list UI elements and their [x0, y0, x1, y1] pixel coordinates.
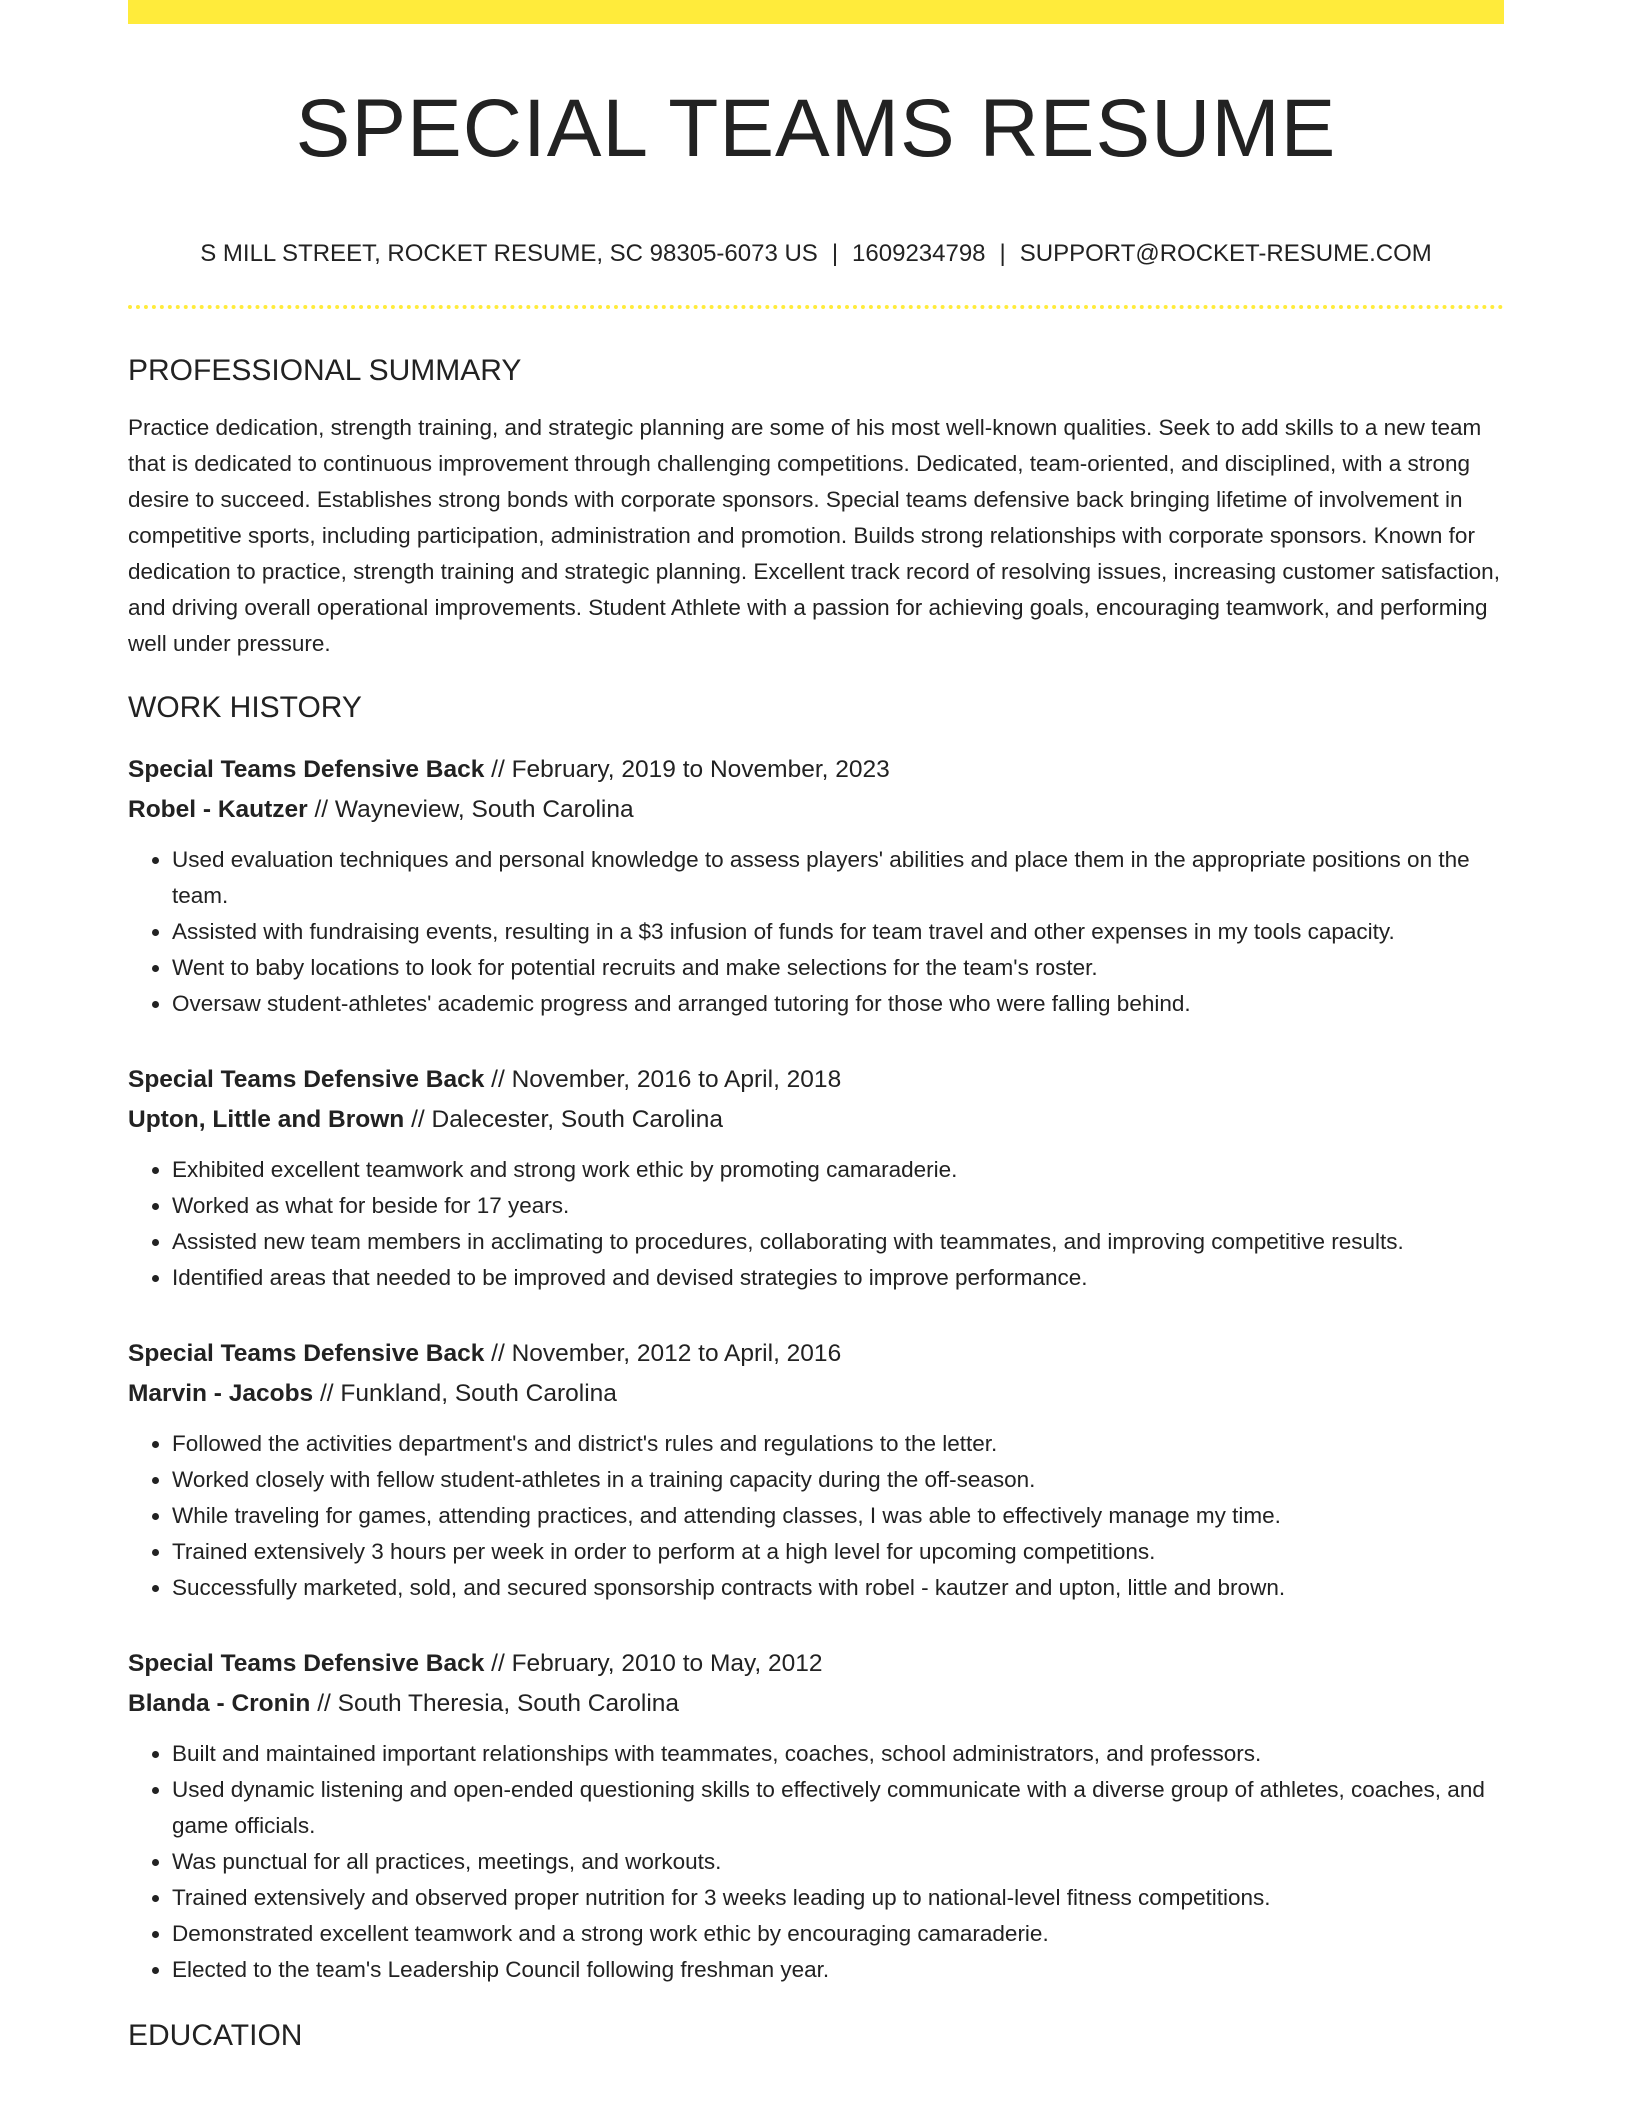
job-title-line — [128, 750, 1504, 790]
work-history-heading: WORK HISTORY — [128, 691, 362, 724]
job-bullet: • While traveling for games, attending practices, and attending classes, I was able to effectively manage my time. — [172, 1498, 1504, 1534]
job-entry — [128, 750, 1504, 1022]
dotted-divider — [128, 305, 1504, 309]
job-bullet: • Elected to the team's Leadership Council following freshman year. — [172, 1952, 1504, 1988]
job-dates: // February, 2019 to November, 2023 — [484, 756, 890, 783]
job-bullet: • Trained extensively and observed proper nutrition for 3 weeks leading up to national-level fitness competitions. — [172, 1880, 1504, 1916]
job-bullet: • Identified areas that needed to be improved and devised strategies to improve performance. — [172, 1260, 1504, 1296]
job-bullets — [128, 842, 1504, 1022]
job-dates: // November, 2012 to April, 2016 — [484, 1340, 842, 1367]
job-company: Blanda - Cronin — [128, 1690, 311, 1717]
job-bullets — [128, 1426, 1504, 1606]
job-title-line — [128, 1644, 1504, 1684]
job-bullet: • Demonstrated excellent teamwork and a strong work ethic by encouraging camaraderie. — [172, 1916, 1504, 1952]
job-title: Special Teams Defensive Back — [128, 1066, 485, 1093]
job-location: // Dalecester, South Carolina — [404, 1106, 723, 1133]
job-entry — [128, 1334, 1504, 1606]
job-bullet: • Trained extensively 3 hours per week in order to perform at a high level for upcoming competitions. — [172, 1534, 1504, 1570]
job-company-line — [128, 790, 1504, 830]
job-bullet: • Went to baby locations to look for potential recruits and make selections for the team's roster. — [172, 950, 1504, 986]
job-company-line — [128, 1684, 1504, 1724]
job-entry — [128, 1644, 1504, 1988]
job-title-line — [128, 1060, 1504, 1100]
job-title: Special Teams Defensive Back — [128, 1340, 485, 1367]
job-bullet: • Exhibited excellent teamwork and strong work ethic by promoting camaraderie. — [172, 1152, 1504, 1188]
job-bullets — [128, 1736, 1504, 1988]
job-company: Upton, Little and Brown — [128, 1106, 405, 1133]
contact-address: S MILL STREET, ROCKET RESUME, SC 98305-6073 US — [200, 240, 818, 267]
job-company: Robel - Kautzer — [128, 796, 308, 823]
job-bullet: • Assisted with fundraising events, resulting in a $3 infusion of funds for team travel and other expenses in my tools capacity. — [172, 914, 1504, 950]
job-title: Special Teams Defensive Back — [128, 756, 485, 783]
job-bullet: • Oversaw student-athletes' academic progress and arranged tutoring for those who were falling behind. — [172, 986, 1504, 1022]
job-bullet: • Worked closely with fellow student-athletes in a training capacity during the off-season. — [172, 1462, 1504, 1498]
job-company-line — [128, 1374, 1504, 1414]
job-bullet: • Used dynamic listening and open-ended questioning skills to effectively communicate with a diverse group of athletes, coaches, and game officials. — [172, 1772, 1504, 1844]
contact-separator: | — [999, 240, 1006, 267]
job-bullet: • Was punctual for all practices, meetings, and workouts. — [172, 1844, 1504, 1880]
job-location: // Wayneview, South Carolina — [307, 796, 634, 823]
job-bullet: • Successfully marketed, sold, and secured sponsorship contracts with robel - kautzer and upton, little and brown. — [172, 1570, 1504, 1606]
contact-separator: | — [831, 240, 839, 267]
job-bullet: • Assisted new team members in acclimating to procedures, collaborating with teammates, and improving competitive results. — [172, 1224, 1504, 1260]
job-title-line — [128, 1334, 1504, 1374]
resume-title: SPECIAL TEAMS RESUME — [295, 83, 1337, 174]
contact-email: SUPPORT@ROCKET-RESUME.COM — [1019, 240, 1432, 267]
summary-heading: PROFESSIONAL SUMMARY — [128, 354, 522, 387]
job-bullet: • Followed the activities department's and district's rules and regulations to the letter. — [172, 1426, 1504, 1462]
job-company: Marvin - Jacobs — [128, 1380, 314, 1407]
summary-text: Practice dedication, strength training, and strategic planning are some of his most well-known qualities. Seek to add skills to a new team that is dedicated to continuous improvement through challenging competitions. Dedicated, team-oriented, and disciplined, with a strong desire to succeed. Establishes strong bonds with corporate sponsors. Special teams defensive back bringing lifetime of involvement in competitive sports, including participation, administration and promotion. Builds strong relationships with corporate sponsors. Known for dedication to practice, strength training and strategic planning. Excellent track record of resolving issues, increasing customer satisfaction, and driving overall operational improvements. Student Athlete with a passion for achieving goals, encouraging teamwork, and performing well under pressure. — [128, 415, 1500, 656]
job-bullet: • Built and maintained important relationships with teammates, coaches, school administrators, and professors. — [172, 1736, 1504, 1772]
job-dates: // February, 2010 to May, 2012 — [484, 1650, 823, 1677]
job-bullets — [128, 1152, 1504, 1296]
job-bullet: • Used evaluation techniques and personal knowledge to assess players' abilities and place them in the appropriate positions on the team. — [172, 842, 1504, 914]
education-heading: EDUCATION — [128, 2019, 303, 2052]
job-location: // Funkland, South Carolina — [313, 1380, 617, 1407]
job-title: Special Teams Defensive Back — [128, 1650, 485, 1677]
contact-line — [128, 239, 1504, 269]
resume-page — [128, 0, 1504, 2054]
accent-top-bar — [128, 0, 1504, 24]
job-dates: // November, 2016 to April, 2018 — [484, 1066, 842, 1093]
job-location: // South Theresia, South Carolina — [310, 1690, 680, 1717]
job-company-line — [128, 1100, 1504, 1140]
job-bullet: • Worked as what for beside for 17 years. — [172, 1188, 1504, 1224]
contact-phone: 1609234798 — [852, 240, 986, 267]
job-entry — [128, 1060, 1504, 1296]
